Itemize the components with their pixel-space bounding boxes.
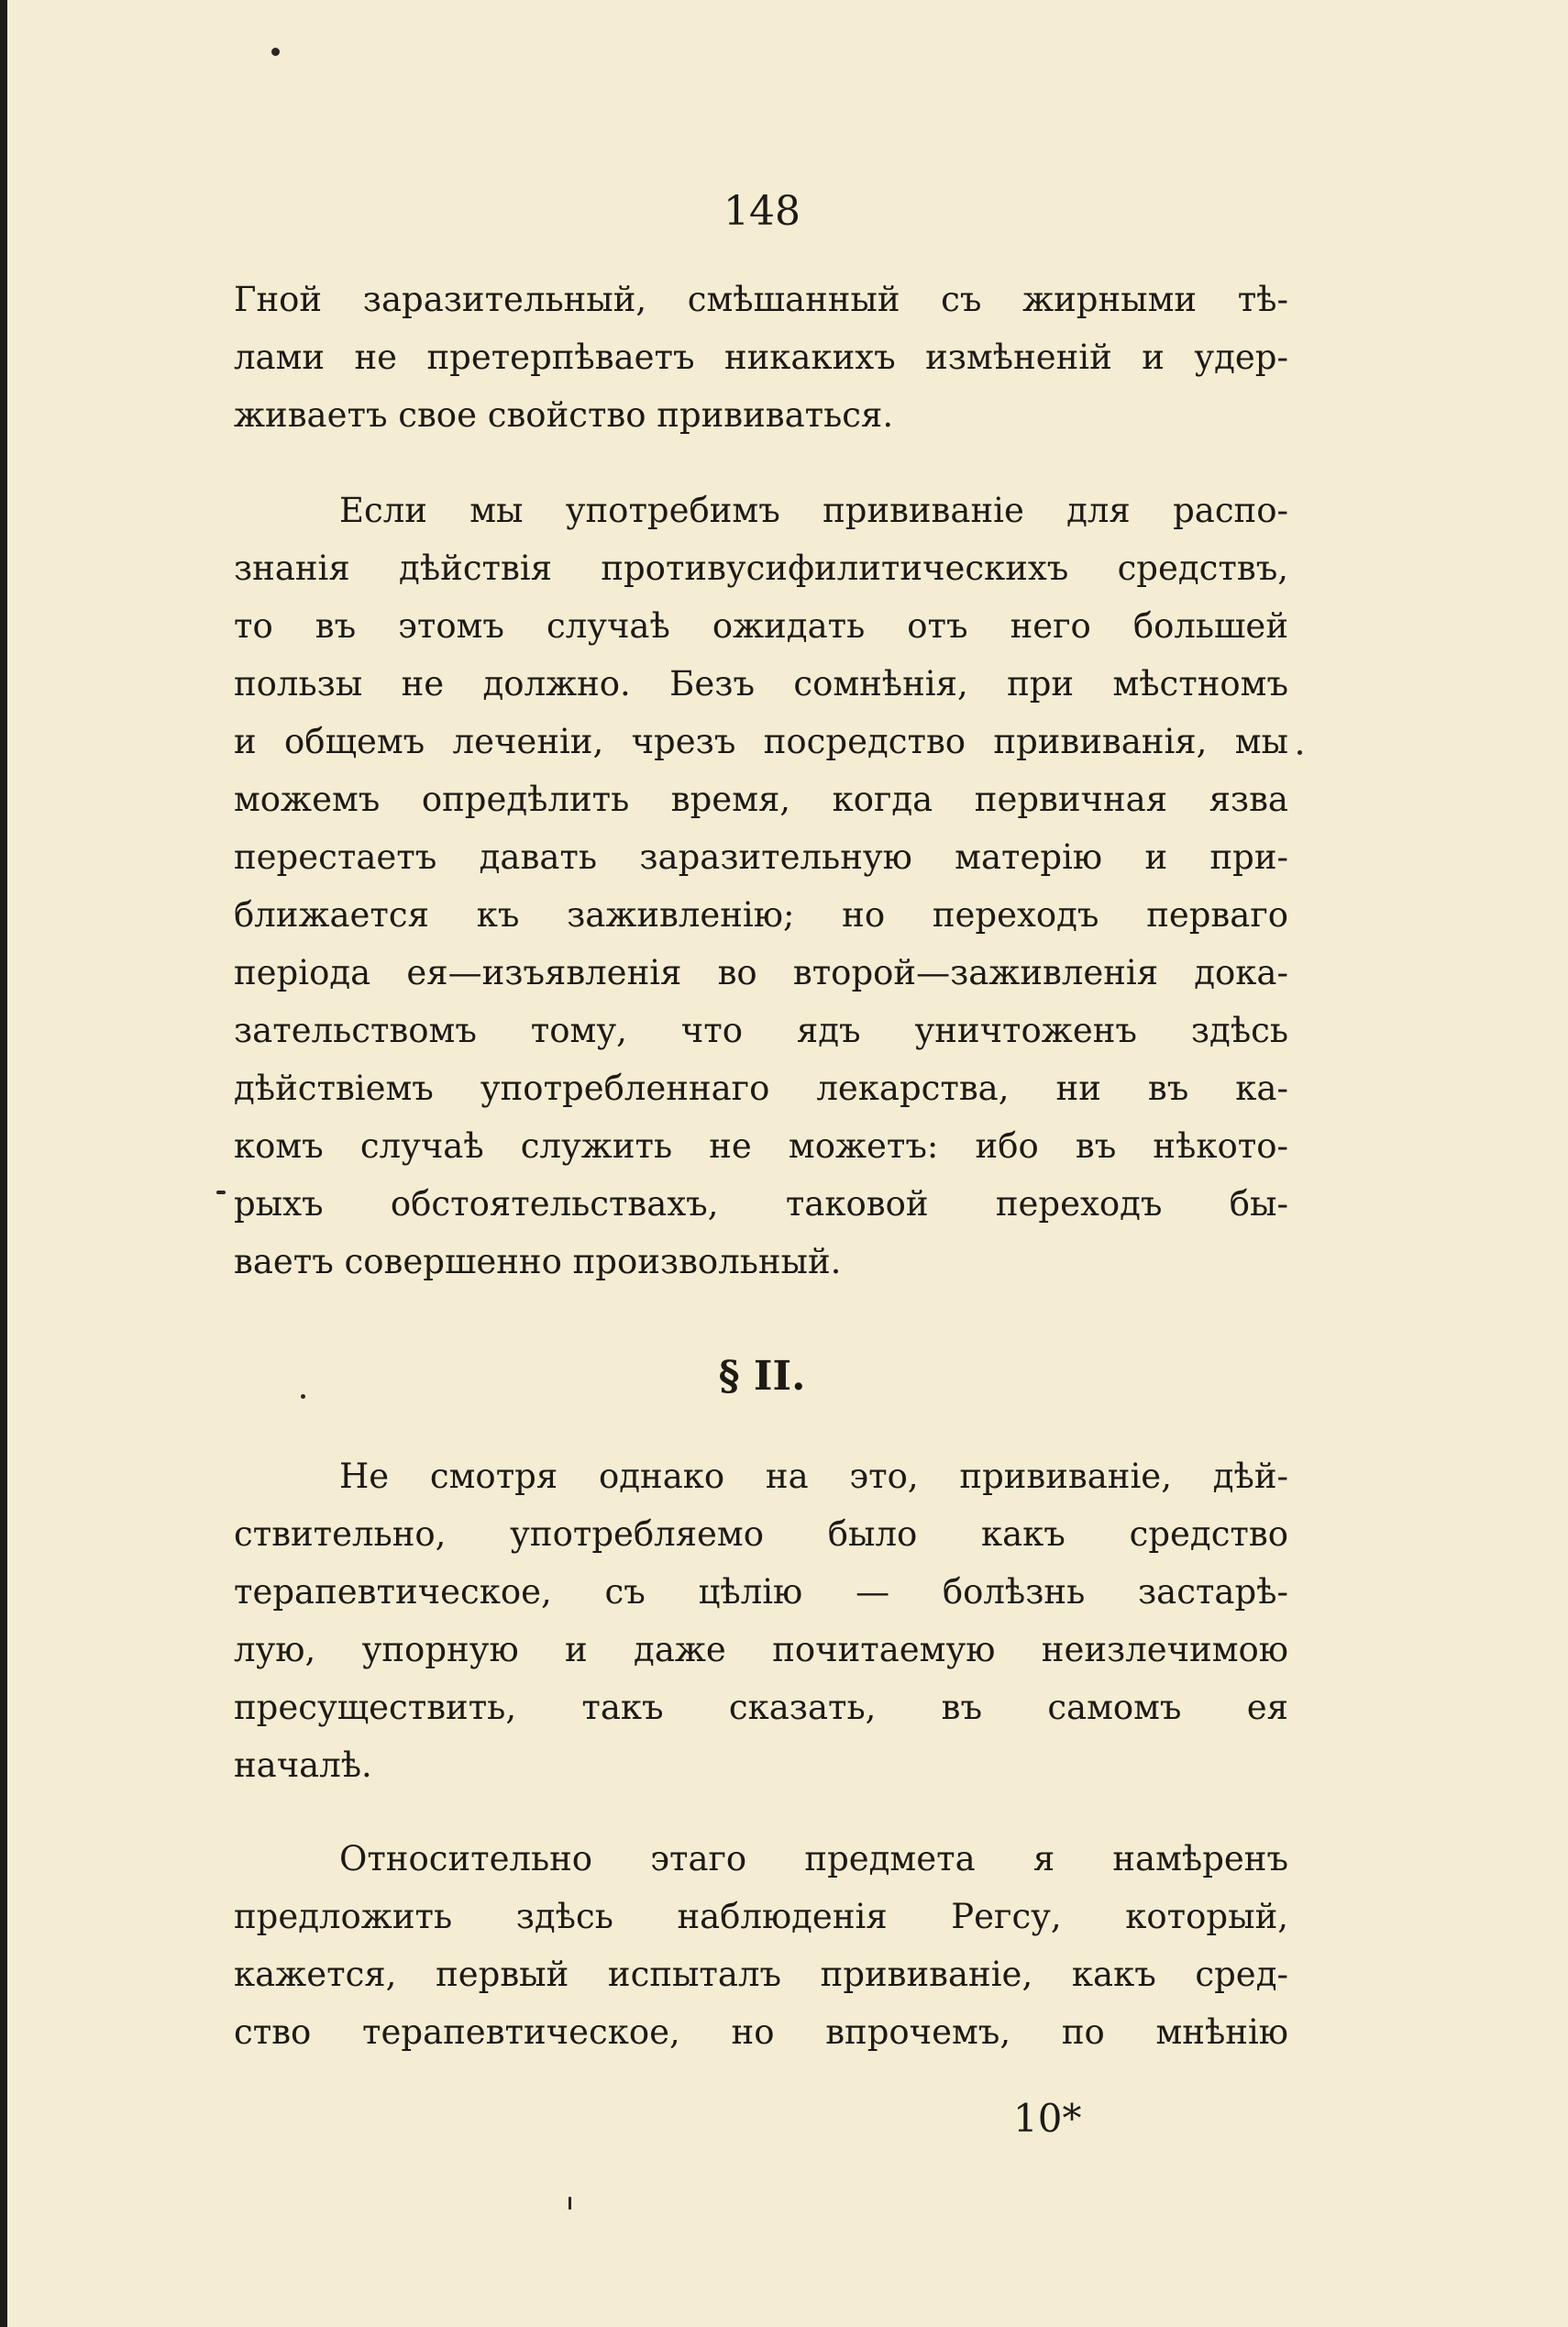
- text-line: ство терапевтическое, но впрочемъ, по мнѣнію: [234, 2012, 1288, 2052]
- text-line: ваетъ совершенно произвольный.: [234, 1242, 842, 1281]
- text-line: можемъ опредѣлить время, когда первичная язва: [234, 780, 1288, 819]
- text-line: Гной заразительный, смѣшанный съ жирными тѣ-: [234, 280, 1288, 319]
- text-line: началѣ.: [234, 1745, 372, 1785]
- text-line: пользы не должно. Безъ сомнѣнія, при мѣстномъ: [234, 664, 1288, 704]
- text-line: Не смотря однако на это, прививаніе, дѣй-: [339, 1457, 1288, 1496]
- text-line: перестаетъ давать заразительную матерію и при-: [234, 837, 1288, 877]
- text-line: терапевтическое, съ цѣлію — болѣзнь застарѣ-: [234, 1572, 1288, 1612]
- text-line: Относительно этаго предмета я намѣренъ: [339, 1839, 1288, 1878]
- paragraph-1: [234, 271, 1288, 444]
- text-line: живаетъ свое свойство прививаться.: [234, 395, 894, 435]
- section-heading: § II.: [718, 1353, 806, 1400]
- text-line: знанія дѣйствія противусифилитическихъ средствъ,: [234, 549, 1288, 588]
- paragraph-3: [234, 1447, 1288, 1794]
- text-line: Если мы употребимъ прививаніе для распо-: [339, 491, 1288, 530]
- text-line: предложить здѣсь наблюденія Регсу, который,: [234, 1897, 1288, 1936]
- page-binding-edge: [0, 0, 7, 2327]
- text-line: лами не претерпѣваетъ никакихъ измѣненій и удер-: [234, 338, 1288, 377]
- text-line: періода ея—изъявленія во второй—заживленія дока-: [234, 953, 1288, 992]
- text-line: рыхъ обстоятельствахъ, таковой переходъ бы-: [234, 1184, 1288, 1224]
- ink-speck: [271, 48, 280, 56]
- ink-speck: [216, 1191, 226, 1194]
- paragraph-4: [234, 1830, 1288, 2061]
- ink-speck: [1297, 750, 1302, 755]
- signature-mark: 10*: [1013, 2096, 1082, 2141]
- text-line: комъ случаѣ служить не можетъ: ибо въ нѣкото-: [234, 1126, 1288, 1166]
- paragraph-2: [234, 482, 1288, 1291]
- ink-speck: [301, 1394, 305, 1399]
- text-line: ствительно, употребляемо было какъ средство: [234, 1514, 1288, 1554]
- text-line: ближается къ заживленію; но переходъ перваго: [234, 895, 1288, 935]
- text-line: и общемъ леченіи, чрезъ посредство прививанія, мы: [234, 722, 1288, 761]
- text-line: кажется, первый испыталъ прививаніе, какъ сред-: [234, 1955, 1288, 1994]
- text-line: пресуществить, такъ сказать, въ самомъ ея: [234, 1688, 1288, 1727]
- text-line: лую, упорную и даже почитаемую неизлечимою: [234, 1630, 1288, 1669]
- text-line: то въ этомъ случаѣ ожидать отъ него большей: [234, 606, 1288, 646]
- text-line: зательствомъ тому, что ядъ уничтоженъ здѣсь: [234, 1011, 1288, 1050]
- text-line: дѣйствіемъ употребленнаго лекарства, ни въ ка-: [234, 1069, 1288, 1108]
- page-number: 148: [723, 188, 801, 235]
- ink-speck: [569, 2197, 571, 2210]
